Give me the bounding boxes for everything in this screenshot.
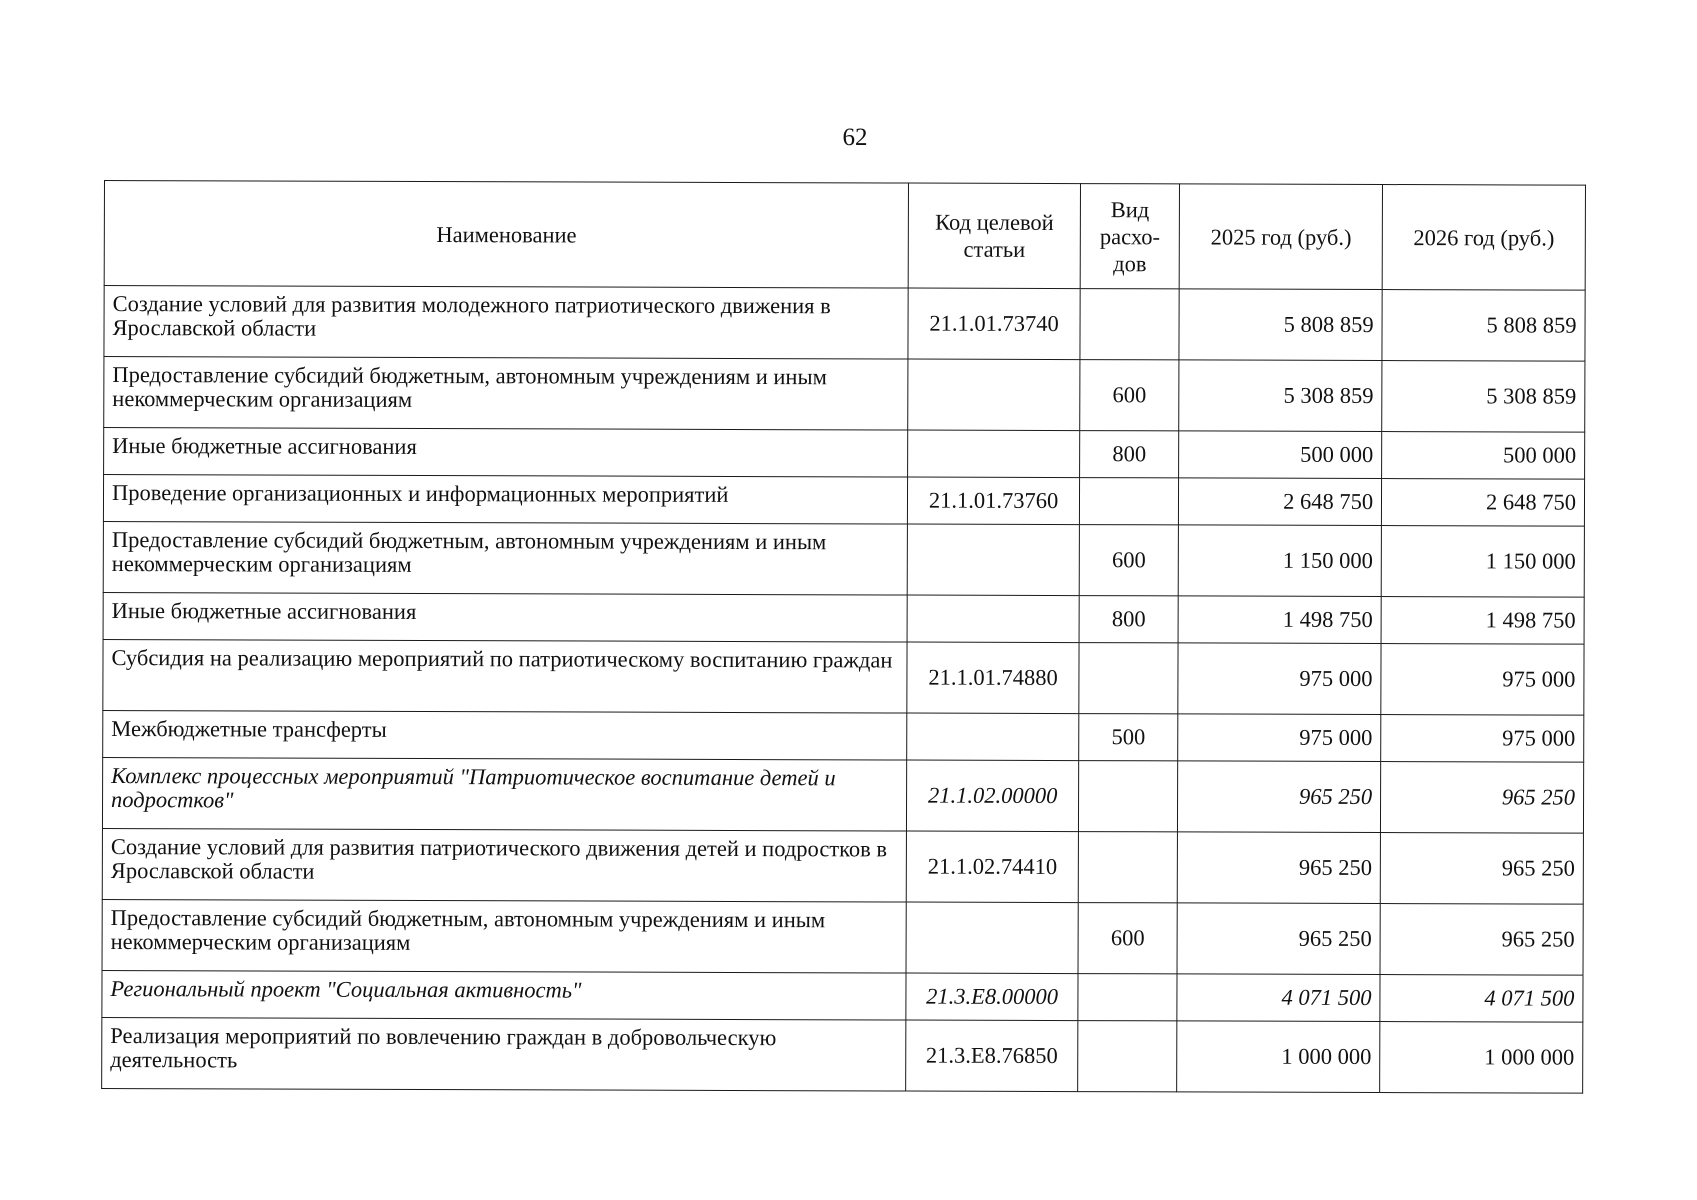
row-2026: 1 498 750 [1381,597,1584,645]
row-expense-type [1078,974,1178,1021]
row-expense-type [1079,478,1179,525]
row-2026: 5 808 859 [1382,290,1585,362]
row-code [908,359,1080,431]
row-code: 21.1.02.74410 [906,831,1078,903]
table-row [104,428,1585,480]
row-code: 21.1.02.00000 [907,760,1079,832]
table-row [103,710,1584,762]
row-2025: 965 250 [1177,903,1380,975]
row-expense-type: 600 [1078,903,1178,974]
row-2025: 965 250 [1178,832,1381,904]
row-code: 21.3.E8.76850 [906,1020,1078,1092]
row-name: Региональный проект "Социальная активность" [102,970,906,1020]
row-code: 21.1.01.73740 [908,288,1080,360]
table-row [102,899,1583,975]
row-name: Предоставление субсидий бюджетным, автономным учреждениям и иным некоммерческим организациям [103,521,907,595]
header-2026-text: 2026 год (руб.) [1413,224,1555,251]
row-expense-type [1079,643,1179,714]
row-name: Иные бюджетные ассигнования [103,592,907,642]
row-name: Иные бюджетные ассигнования [104,428,908,478]
row-2026: 1 000 000 [1380,1022,1583,1094]
row-name: Проведение организационных и информационных мероприятий [103,475,907,525]
row-expense-type: 800 [1080,431,1180,478]
row-code: 21.3.E8.00000 [906,973,1078,1021]
row-code [907,713,1079,761]
row-name: Реализация мероприятий по вовлечению граждан в добровольческую деятельность [102,1017,906,1091]
header-expense-type [1080,184,1180,289]
header-expense-type-text: Вид расхо-дов [1099,196,1161,276]
table-row [103,475,1584,527]
table-row [103,521,1584,597]
table-row [102,970,1583,1022]
row-expense-type: 800 [1079,596,1179,643]
row-2026: 4 071 500 [1380,975,1583,1023]
header-2026 [1382,185,1585,291]
row-2026: 975 000 [1381,715,1584,763]
row-2026: 965 250 [1381,762,1584,834]
row-2025: 5 308 859 [1179,360,1382,432]
table-row [104,357,1585,433]
table-row [102,757,1583,833]
header-2025-text: 2025 год (руб.) [1210,223,1352,250]
table-row [102,1017,1583,1093]
row-name: Предоставление субсидий бюджетным, автономным учреждениям и иным некоммерческим организациям [102,899,906,973]
row-2025: 975 000 [1178,714,1381,762]
row-2025: 4 071 500 [1177,974,1380,1022]
row-name: Комплекс процессных мероприятий "Патриотическое воспитание детей и подростков" [102,757,906,831]
row-code: 21.1.01.73760 [908,477,1080,525]
row-code [906,902,1078,974]
budget-table [101,180,1586,1094]
header-name-text: Наименование [436,221,577,247]
row-2026: 2 648 750 [1382,479,1585,527]
row-name: Субсидия на реализацию мероприятий по патриотическому воспитанию граждан [103,639,907,713]
row-code [908,430,1080,478]
row-2025: 1 150 000 [1179,525,1382,597]
table-row [102,828,1583,904]
row-2026: 965 250 [1380,833,1583,905]
row-2025: 1 498 750 [1178,596,1381,644]
row-2025: 5 808 859 [1179,289,1382,361]
header-2025 [1179,184,1382,290]
row-2026: 965 250 [1380,904,1583,976]
table-row [103,592,1584,644]
row-expense-type [1078,761,1178,832]
row-2026: 1 150 000 [1381,526,1584,598]
row-name: Предоставление субсидий бюджетным, автономным учреждениям и иным некоммерческим организациям [104,357,908,431]
row-name: Создание условий для развития молодежного патриотического движения в Ярославской области [104,286,908,360]
header-name [104,181,909,289]
row-expense-type [1078,832,1178,903]
row-name: Создание условий для развития патриотического движения детей и подростков в Ярославской области [102,828,906,902]
row-code [907,524,1079,596]
row-expense-type: 600 [1080,360,1180,431]
row-2025: 965 250 [1178,761,1381,833]
page-number: 62 [842,124,868,151]
header-code-text: Код целевой статьи [935,209,1054,262]
row-2026: 975 000 [1381,644,1584,716]
row-2025: 1 000 000 [1177,1021,1380,1093]
row-code: 21.1.01.74880 [907,642,1079,714]
row-expense-type [1080,289,1180,360]
row-2025: 500 000 [1179,431,1382,479]
row-2026: 500 000 [1382,432,1585,480]
row-2025: 2 648 750 [1179,478,1382,526]
row-code [907,595,1079,643]
row-name: Межбюджетные трансферты [103,710,907,760]
header-code [908,183,1080,289]
row-2025: 975 000 [1178,643,1381,715]
table-header-row [104,181,1585,291]
table-row [103,639,1584,715]
row-2026: 5 308 859 [1382,361,1585,433]
row-expense-type: 600 [1079,525,1179,596]
row-expense-type: 500 [1079,714,1179,761]
table-row [104,286,1585,362]
row-expense-type [1078,1021,1178,1092]
